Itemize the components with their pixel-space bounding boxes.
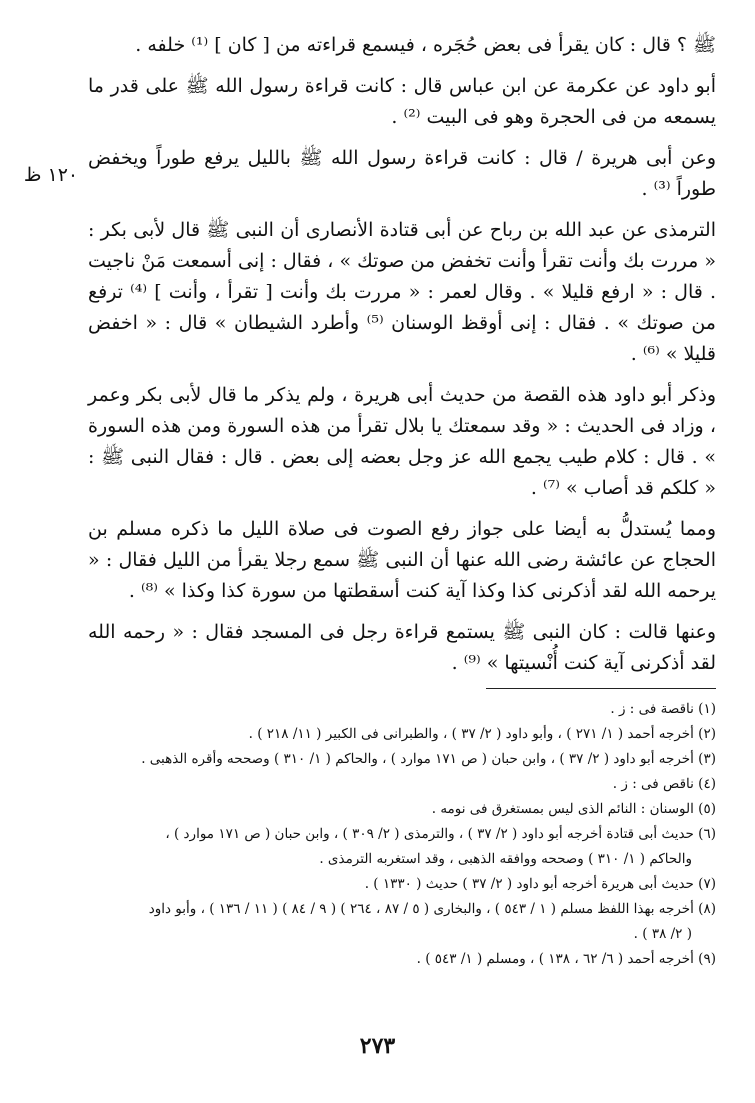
footnote-6: (٦) حديث أبى قتادة أخرجه أبو داود ( ٢/ ٣٧ ) ، والترمذى ( ٢/ ٣٠٩ ) ، وابن حبان ( ص ١٧١ موارد ) ، [165,826,716,842]
footnote-6-continued: والحاكم ( ١/ ٣١٠ ) وصححه ووافقه الذهبى ، وقد استغربه الترمذى . [319,851,692,867]
footnote-8: (٨) أخرجه بهذا اللفظ مسلم ( ١ / ٥٤٣ ) ، والبخارى ( ٥ / ٨٧ ، ٢٦٤ ) ( ٩ / ٨٤ ) ( ١١ / ١٣٦ ) ، وأبو داود [148,901,716,917]
footnote-1: (١) ناقصة فى : ز . [610,701,716,717]
page-number: ٢٧٣ [359,1033,396,1059]
footnotes [88,697,716,972]
paragraph-2: أبو داود عن عكرمة عن ابن عباس قال : كانت قراءة رسول الله ﷺ على قدر ما يسمعه من فى الحجرة وهو فى البيت ⁽²⁾ . [88,75,716,128]
paragraph-7: وعنها قالت : كان النبى ﷺ يستمع قراءة رجل فى المسجد فقال : « رحمه الله لقد أذكرنى آية كنت أُنْسيتها » ⁽⁹⁾ . [88,621,716,674]
paragraph-6: ومما يُستدلُّ به أيضا على جواز رفع الصوت فى صلاة الليل ما ذكره مسلم بن الحجاج عن عائشة رضى الله عنها أن النبى ﷺ سمع رجلا يقرأ من الليل فقال : « يرحمه الله لقد أذكرنى كذا وكذا آية كنت أسقطتها من سورة كذا وكذا » ⁽⁸⁾ . [88,518,716,602]
paragraph-1: ﷺ ؟ قال : كان يقرأ فى بعض حُجَره ، فيسمع قراءته من [ كان ] ⁽¹⁾ خلفه . [135,34,716,56]
footnote-divider [486,688,716,689]
paragraph-4: الترمذى عن عبد الله بن رباح عن أبى قتادة الأنصارى أن النبى ﷺ قال لأبى بكر : « مررت بك وأنت تقرأ وأنت تخفض من صوتك » ، فقال : إنى أسمعت مَنْ ناجيت . قال : « ارفع قليلا » . وقال لعمر : « مررت بك وأنت [ تقرأ ، وأنت ] ⁽⁴⁾ ترفع من صوتك » . فقال : إنى أوقظ الوسنان ⁽⁵⁾ وأطرد الشيطان » قال : « اخفض قليلا » ⁽⁶⁾ . [88,219,716,365]
footnote-9: (٩) أخرجه أحمد ( ٦/ ٦٢ ، ١٣٨ ) ، ومسلم ( ١/ ٥٤٣ ) . [416,951,716,967]
manuscript-folio-note: ١٢٠ ظ [23,164,79,186]
footnote-2: (٢) أخرجه أحمد ( ١/ ٢٧١ ) ، وأبو داود ( ٢/ ٣٧ ) ، والطبرانى فى الكبير ( ١١/ ٢١٨ ) . [248,726,716,742]
footnote-5: (٥) الوسنان : النائم الذى ليس بمستغرق فى نومه . [431,801,716,817]
paragraph-3: وعن أبى هريرة / قال : كانت قراءة رسول الله ﷺ بالليل يرفع طوراً ويخفض طوراً ⁽³⁾ . [88,147,716,200]
footnote-7: (٧) حديث أبى هريرة أخرجه أبو داود ( ٢/ ٣٧ ) حديث ( ١٣٣٠ ) . [364,876,716,892]
footnote-3: (٣) أخرجه أبو داود ( ٢/ ٣٧ ) ، وابن حبان ( ص ١٧١ موارد ) ، والحاكم ( ١/ ٣١٠ ) وصححه وأقره الذهبى . [141,751,716,767]
main-text [88,30,716,689]
paragraph-5: وذكر أبو داود هذه القصة من حديث أبى هريرة ، ولم يذكر ما قال لأبى بكر وعمر ، وزاد فى الحديث : « وقد سمعتك يا بلال تقرأ من هذه السورة ومن هذه السورة » . قال : كلام طيب يجمع الله عز وجل بعضه إلى بعض . قال : فقال النبى ﷺ : « كلكم قد أصاب » ⁽⁷⁾ . [88,384,716,499]
footnote-4: (٤) ناقص فى : ز . [612,776,716,792]
footnote-8-continued: ( ٢/ ٣٨ ) . [633,926,692,942]
